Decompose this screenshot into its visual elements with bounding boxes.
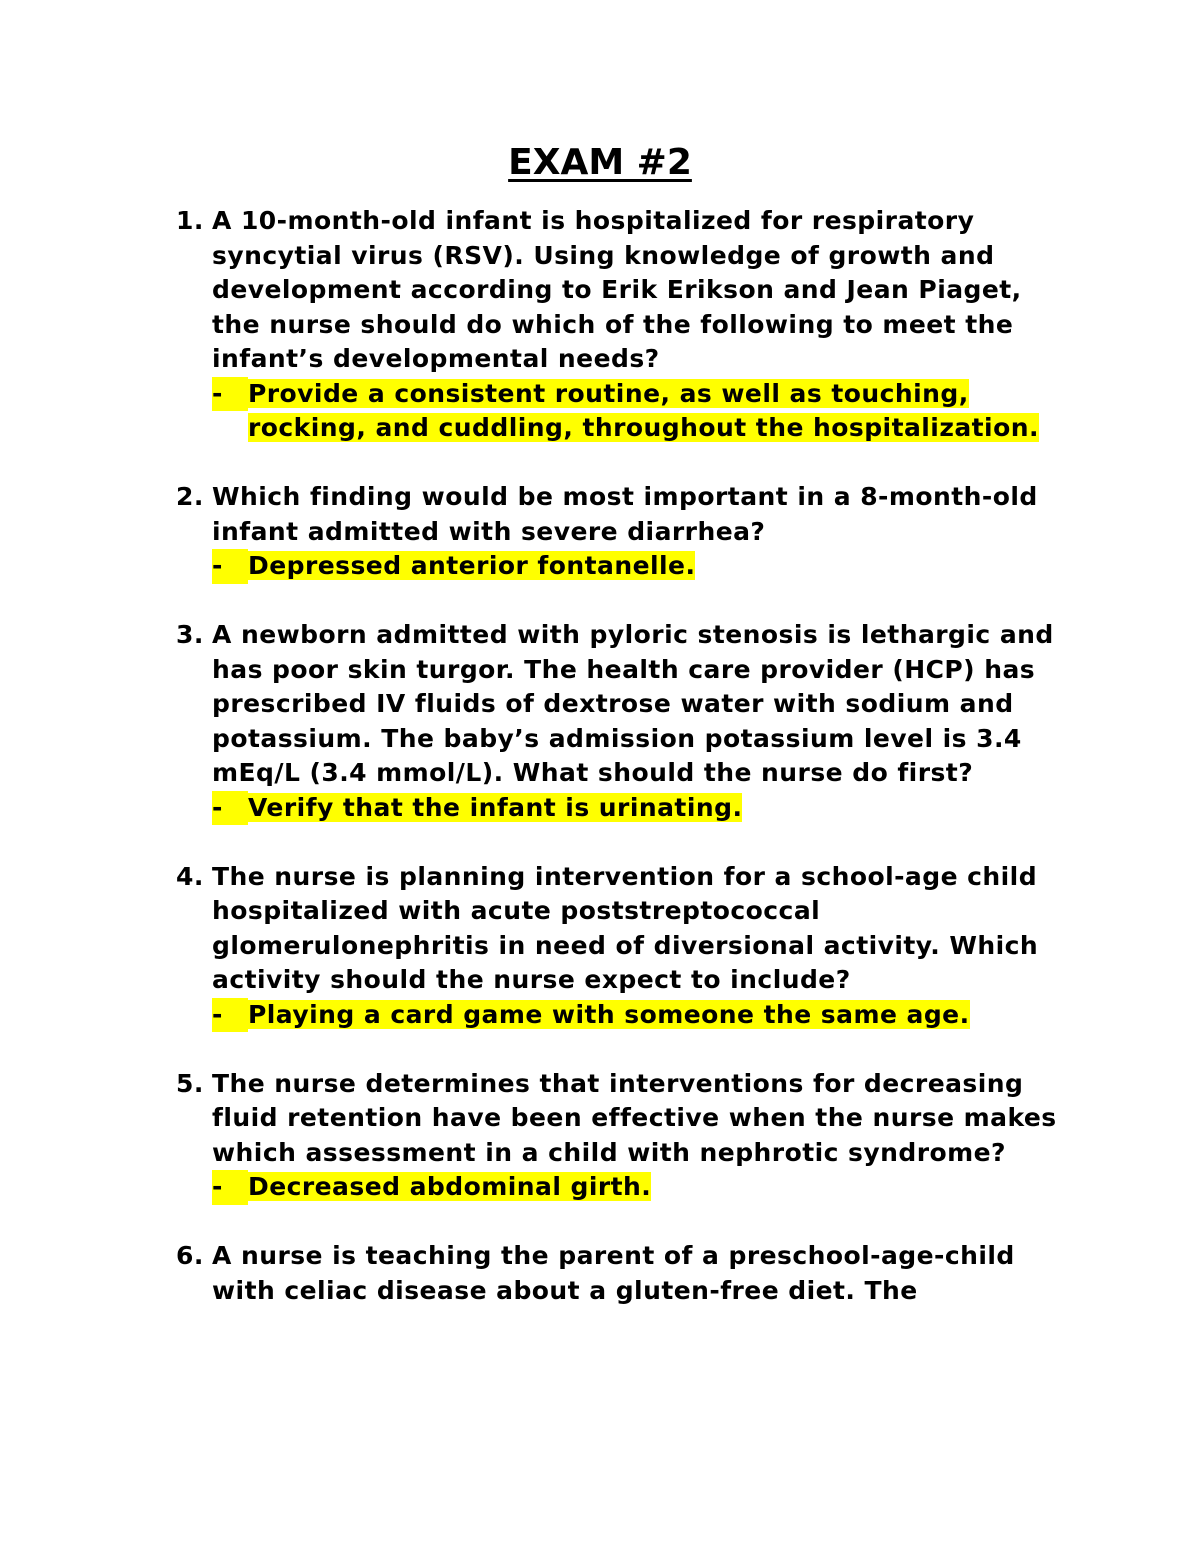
question-number: 3. bbox=[176, 620, 204, 649]
question-item bbox=[0, 618, 1062, 825]
answer-dash: - bbox=[212, 791, 248, 826]
answer-text: Decreased abdominal girth. bbox=[248, 1172, 652, 1201]
question-number: 6. bbox=[176, 1241, 204, 1270]
answer-text: Playing a card game with someone the same age. bbox=[248, 999, 970, 1029]
question-text: The nurse is planning intervention for a school-age child hospitalized with acute poststreptococcal glomerulonephritis in need of diversional activity. Which activity should the nurse expect to include? bbox=[212, 861, 1039, 994]
question-number: 2. bbox=[176, 482, 204, 511]
answer-line bbox=[212, 549, 1062, 584]
question-number: 4. bbox=[176, 861, 204, 891]
question-item bbox=[0, 480, 1062, 584]
question-number: 1. bbox=[176, 206, 204, 235]
question-text: A nurse is teaching the parent of a preschool-age-child with celiac disease about a gluten-free diet. The bbox=[212, 1241, 1015, 1305]
answer-dash: - bbox=[212, 377, 248, 412]
question-item bbox=[0, 1239, 1062, 1308]
question-item bbox=[0, 204, 1062, 446]
answer-line bbox=[212, 791, 1062, 826]
question-number: 5. bbox=[176, 1068, 204, 1098]
answer-line bbox=[212, 377, 1062, 446]
answer-text: Verify that the infant is urinating. bbox=[248, 792, 743, 822]
answer-line bbox=[212, 1170, 1062, 1205]
question-item bbox=[0, 1067, 1062, 1205]
question-item bbox=[0, 860, 1062, 1033]
answer-dash: - bbox=[212, 1170, 248, 1205]
answer-line bbox=[212, 998, 1062, 1033]
question-text: A 10-month-old infant is hospitalized for respiratory syncytial virus (RSV). Using knowledge of growth and development according to Erik Erikson and Jean Piaget, the nurse should do which of the following to meet the infant’s developmental needs? bbox=[212, 206, 1022, 373]
question-list bbox=[0, 204, 1200, 1343]
answer-text: Depressed anterior fontanelle. bbox=[248, 551, 696, 580]
question-text: Which finding would be most important in a 8-month-old infant admitted with severe diarrhea? bbox=[212, 482, 1038, 546]
answer-dash: - bbox=[212, 998, 248, 1033]
answer-text: Provide a consistent routine, as well as touching, rocking, and cuddling, throughout the hospitalization. bbox=[248, 378, 1039, 442]
exam-title bbox=[0, 138, 1200, 188]
answer-dash: - bbox=[212, 549, 248, 584]
exam-title-text: EXAM #2 bbox=[508, 142, 692, 183]
question-text: A newborn admitted with pyloric stenosis is lethargic and has poor skin turgor. The health care provider (HCP) has prescribed IV fluids of dextrose water with sodium and potassium. The baby’s admission potassium level is 3.4 mEq/L (3.4 mmol/L). What should the nurse do first? bbox=[212, 620, 1054, 787]
question-text: The nurse determines that interventions for decreasing fluid retention have been effective when the nurse makes which assessment in a child with nephrotic syndrome? bbox=[212, 1068, 1057, 1167]
